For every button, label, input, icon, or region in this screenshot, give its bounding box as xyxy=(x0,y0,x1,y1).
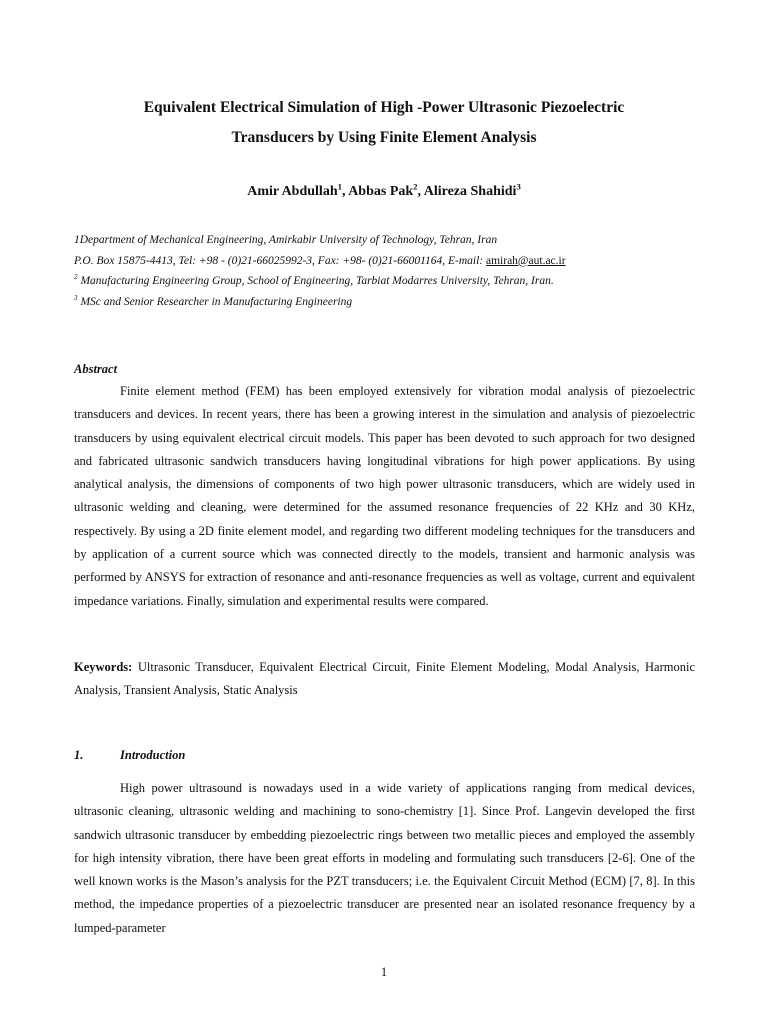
author-1: Amir Abdullah xyxy=(247,184,338,199)
contact-info xyxy=(74,251,714,272)
paper-title xyxy=(40,93,728,153)
section-title: Introduction xyxy=(120,748,186,762)
author-2-affiliation-mark: 2 xyxy=(413,181,418,192)
page-number: 1 xyxy=(380,965,388,979)
author-separator: , xyxy=(341,184,349,199)
introduction-text: High power ultrasound is nowadays used in a wide variety of applications ranging from medical devices, ultrasonic cleaning, ultrasonic welding and machining to sono-chemistry [1]. Since Prof. Langevin developed the first sandwich ultrasonic transducer by embedding piezoelectric rings between two metallic pieces and employed the assembly for high intensity vibration, there have been great efforts in modeling and formulating such transducers [2-6]. One of the well known works is the Mason’s analysis for the PZT transducers; i.e. the Equivalent Circuit Method (ECM) [7, 8]. In this method, the impedance properties of a piezoelectric transducer are presented near an isolated resonance frequency by a lumped-parameter xyxy=(74,781,695,935)
section-heading-introduction xyxy=(74,745,185,765)
section-number: 1. xyxy=(74,748,84,762)
author-separator: , xyxy=(417,184,424,199)
email-link[interactable]: amirah@aut.ac.ir xyxy=(486,254,566,267)
title-line-1: Equivalent Electrical Simulation of High -Power Ultrasonic Piezoelectric xyxy=(143,99,625,116)
affiliation-3-text: MSc and Senior Researcher in Manufacturing Engineering xyxy=(77,295,353,308)
title-line-2: Transducers by Using Finite Element Analysis xyxy=(231,129,537,146)
author-list xyxy=(40,181,728,203)
affiliation-1: 1Department of Mechanical Engineering, Amirkabir University of Technology, Tehran, Iran xyxy=(74,234,498,246)
abstract-text: Finite element method (FEM) has been employed extensively for vibration modal analysis of piezoelectric transducers and devices. In recent years, there has been a growing interest in the simulation and analysis of piezoelectric transducers by using equivalent electrical circuit models. This paper has been devoted to such approach for two designed and fabricated ultrasonic sandwich transducers having longitudinal vibrations for high power applications. By using analytical analysis, the dimensions of components of two high power ultrasonic transducers, which are widely used in ultrasonic welding and cleaning, were determined for the assumed resonance frequencies of 22 KHz and 30 KHz, respectively. By using a 2D finite element model, and regarding two different modeling techniques for the transducers and by application of a current source which was connected directly to the models, transient and harmonic analysis was performed by ANSYS for extraction of resonance and anti-resonance frequencies as well as voltage, current and equivalent impedance variations. Finally, simulation and experimental results were compared. xyxy=(74,384,695,608)
author-3-affiliation-mark: 3 xyxy=(516,181,521,192)
author-1-affiliation-mark: 1 xyxy=(337,181,342,192)
contact-details: P.O. Box 15875-4413, Tel: +98 - (0)21-66025992-3, Fax: +98- (0)21-66001164, E-mail: xyxy=(74,254,486,267)
keywords-label: Keywords: xyxy=(74,660,133,674)
affiliation-3-mark: 3 xyxy=(74,293,78,302)
affiliation-3 xyxy=(74,292,714,313)
affiliation-2 xyxy=(74,271,714,292)
affiliation-2-mark: 2 xyxy=(74,273,78,282)
abstract-heading: Abstract xyxy=(74,362,118,376)
author-2: Abbas Pak xyxy=(348,184,414,199)
affiliations xyxy=(74,230,714,312)
keywords xyxy=(74,656,695,703)
author-3: Alireza Shahidi xyxy=(423,184,517,199)
keywords-text: Ultrasonic Transducer, Equivalent Electrical Circuit, Finite Element Modeling, Modal Analysis, Harmonic Analysis, Transient Analysis, Static Analysis xyxy=(74,660,695,698)
affiliation-2-text: Manufacturing Engineering Group, School of Engineering, Tarbiat Modarres University, Tehran, Iran. xyxy=(77,275,554,287)
